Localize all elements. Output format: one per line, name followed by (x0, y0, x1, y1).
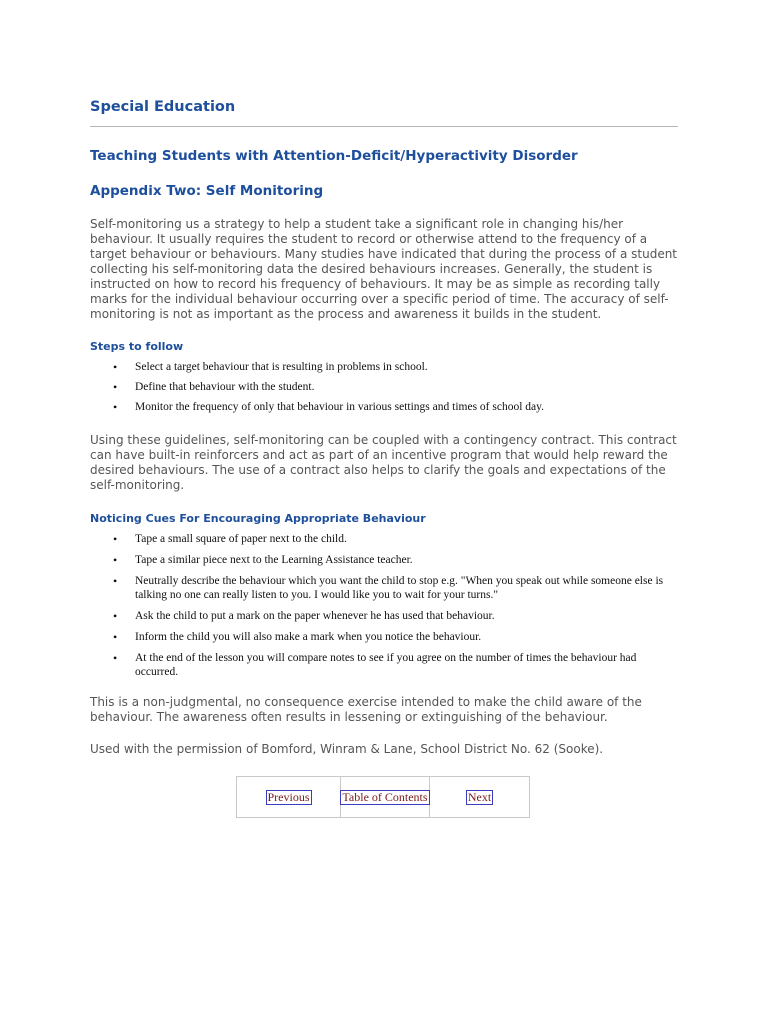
list-item: • Select a target behaviour that is resulting in problems in school. (90, 360, 680, 374)
closing-paragraph: This is a non-judgmental, no consequence exercise intended to make the child aware of the behaviour. The awareness often results in lessening or extinguishing of the behaviour. (90, 695, 642, 724)
list-item: • At the end of the lesson you will compare notes to see if you agree on the number of times the behaviour had occurred. (90, 651, 680, 679)
list-item: • Tape a similar piece next to the Learning Assistance teacher. (90, 553, 680, 567)
list-item: • Define that behaviour with the student. (90, 380, 680, 394)
cues-heading: Noticing Cues For Encouraging Appropriate Behaviour (90, 512, 426, 525)
permission-note: Used with the permission of Bomford, Winram & Lane, School District No. 62 (Sooke). (90, 742, 604, 756)
list-item: • Ask the child to put a mark on the paper whenever he has used that behaviour. (90, 609, 680, 623)
header-divider (90, 126, 678, 127)
steps-list (90, 360, 680, 414)
table-of-contents-link[interactable]: Table of Contents (342, 789, 428, 804)
list-item: • Neutrally describe the behaviour which you want the child to stop e.g. "When you speak out while someone else is talking no one can really listen to you. I would like you to wait for your turns." (90, 574, 680, 602)
nav-cell-previous (237, 777, 341, 817)
next-link[interactable]: Next (467, 789, 492, 804)
steps-heading: Steps to follow (90, 340, 184, 353)
previous-link[interactable]: Previous (267, 789, 310, 804)
page-navigation (236, 776, 530, 818)
cues-list (90, 532, 680, 679)
section-title: Special Education (90, 99, 236, 115)
appendix-title: Appendix Two: Self Monitoring (90, 183, 324, 199)
list-item: • Monitor the frequency of only that behaviour in various settings and times of school day. (90, 400, 680, 414)
contract-paragraph: Using these guidelines, self-monitoring can be coupled with a contingency contract. This contract can have built-in reinforcers and act as part of an incentive program that would help reward the desired behaviours. The use of a contract also helps to clarify the goals and expectations of the self-monitoring. (90, 433, 677, 492)
document-page (90, 96, 680, 804)
list-item: • Tape a small square of paper next to the child. (90, 532, 680, 546)
list-item: • Inform the child you will also make a mark when you notice the behaviour. (90, 630, 680, 644)
intro-paragraph: Self-monitoring us a strategy to help a student take a significant role in changing his/her behaviour. It usually requires the student to record or otherwise attend to the frequency of a target behaviour or behaviours. Many studies have indicated that during the process of a student collecting his self-monitoring data the desired behaviours increases. Generally, the student is instructed on how to record his frequency of behaviours. It may be as simple as recording tally marks for the individual behaviour occurring over a specific period of time. The accuracy of self-monitoring is not as important as the process and awareness it builds in the student. (90, 217, 678, 321)
nav-cell-next (430, 777, 529, 817)
document-title: Teaching Students with Attention-Deficit/Hyperactivity Disorder (90, 148, 578, 164)
nav-cell-toc (341, 777, 430, 817)
